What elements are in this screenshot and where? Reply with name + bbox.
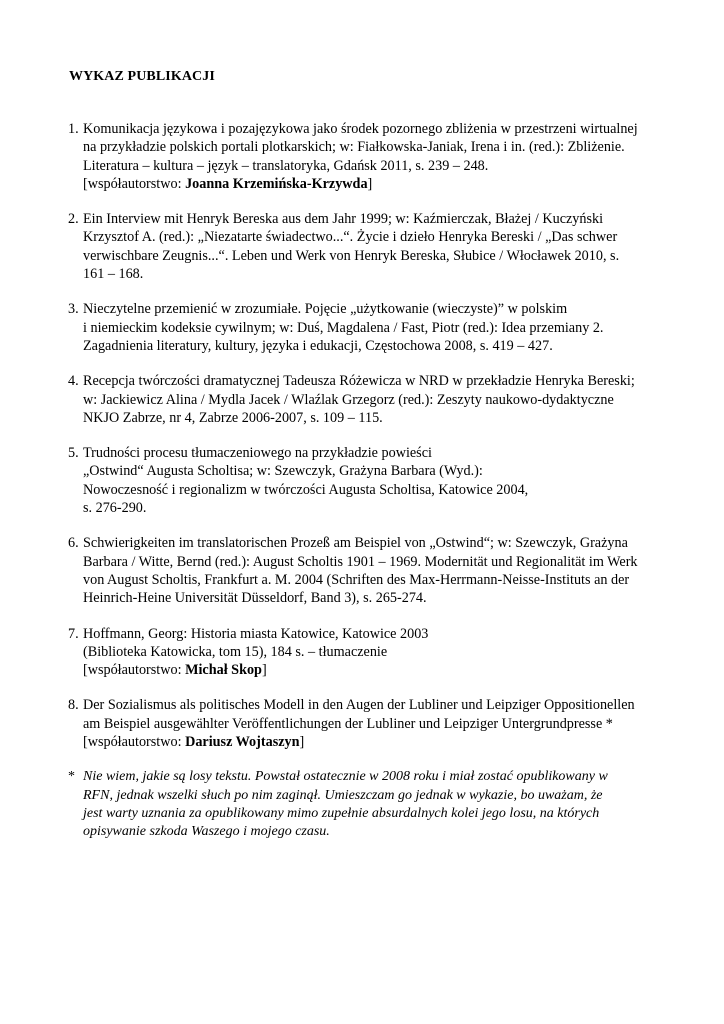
coauthor-suffix: ] xyxy=(299,734,305,751)
entry-number: 8. xyxy=(68,697,79,714)
entry-line: Heinrich-Heine Universität Düsseldorf, Band 3), s. 265-274. xyxy=(83,590,427,607)
entry-line: Nowoczesność i regionalizm w twórczości Augusta Scholtisa, Katowice 2004, xyxy=(83,481,529,498)
entry-line: i niemieckim kodeksie cywilnym; w: Duś, Magdalena / Fast, Piotr (red.): Idea przemiany 2. xyxy=(83,319,604,336)
footnote-line: Nie wiem, jakie są losy tekstu. Powstał ostatecznie w 2008 roku i miał zostać opublikowany w xyxy=(83,769,608,785)
entry-line: von August Scholtis, Frankfurt a. M. 2004 (Schriften des Max-Herrmann-Neisse-Instituts an der xyxy=(83,571,630,588)
entry-line: Barbara / Witte, Bernd (red.): August Scholtis 1901 – 1969. Modernität und Regionalität im Werk xyxy=(83,553,638,570)
publication-entry-3 xyxy=(68,300,668,355)
coauthor-prefix: [współautorstwo: xyxy=(83,734,186,751)
entry-line: w: Jackiewicz Alina / Mydla Jacek / Wlaźlak Grzegorz (red.): Zeszyty naukowo-dydaktyczne xyxy=(83,391,614,408)
entry-line: Recepcja twórczości dramatycznej Tadeusza Różewicza w NRD w przekładzie Henryka Bereski; xyxy=(83,373,635,390)
footnote-line: opisywanie szkoda Waszego i mojego czasu. xyxy=(83,824,330,840)
coauthor-prefix: [współautorstwo: xyxy=(83,175,186,192)
entry-number: 4. xyxy=(68,373,79,390)
coauthor-line xyxy=(83,733,668,751)
coauthor-suffix: ] xyxy=(367,175,373,192)
coauthor-suffix: ] xyxy=(261,662,267,679)
entry-line: s. 276-290. xyxy=(83,500,147,517)
entry-line: (Biblioteka Katowicka, tom 15), 184 s. – tłumaczenie xyxy=(83,643,388,660)
entry-line: NKJO Zabrze, nr 4, Zabrze 2006-2007, s. 109 – 115. xyxy=(83,409,383,426)
entry-number: 3. xyxy=(68,301,79,318)
entry-line: am Beispiel ausgewählter Veröffentlichungen der Lubliner und Leipziger Untergrundpresse * xyxy=(83,715,613,732)
entry-line: Literatura – kultura – język – translatoryka, Gdańsk 2011, s. 239 – 248. xyxy=(83,157,489,174)
publication-entry-1 xyxy=(68,120,668,193)
coauthor-line xyxy=(83,175,668,193)
entry-line: na przykładzie polskich portali plotkarskich; w: Fiałkowska-Janiak, Irena i in. (red.): Zbliżenie. xyxy=(83,139,625,156)
coauthor-prefix: [współautorstwo: xyxy=(83,662,186,679)
entry-line: Hoffmann, Georg: Historia miasta Katowice, Katowice 2003 xyxy=(83,625,429,642)
footnote-line: jest warty uznania za opublikowany mimo zupełnie absurdalnych kolei jego losu, na których xyxy=(83,805,600,821)
publication-list xyxy=(68,120,668,842)
publication-entry-5 xyxy=(68,444,668,517)
coauthor-name: Dariusz Wojtaszyn xyxy=(185,734,300,751)
entry-line: Trudności procesu tłumaczeniowego na przykładzie powieści xyxy=(83,445,432,462)
entry-line: „Ostwind“ Augusta Scholtisa; w: Szewczyk, Grażyna Barbara (Wyd.): xyxy=(83,463,483,480)
entry-line: Der Sozialismus als politisches Modell in den Augen der Lubliner und Leipziger Oppositionellen xyxy=(83,697,635,714)
publication-entry-7 xyxy=(68,625,668,680)
entry-number: 7. xyxy=(68,625,79,642)
coauthor-name: Joanna Krzemińska-Krzywda xyxy=(185,175,368,192)
entry-number: 1. xyxy=(68,121,79,137)
publication-entry-6 xyxy=(68,534,668,607)
entry-line: verwischbare Zeugnis...“. Leben und Werk von Henryk Bereska, Słubice / Włocławek 2010, s. xyxy=(83,247,620,264)
entry-line: Schwierigkeiten im translatorischen Prozeß am Beispiel von „Ostwind“; w: Szewczyk, Grażyna xyxy=(83,535,628,552)
entry-line: 161 – 168. xyxy=(83,266,144,283)
page-title: WYKAZ PUBLIKACJI xyxy=(69,69,215,84)
entry-line: Nieczytelne przemienić w zrozumiałe. Pojęcie „użytkowanie (wieczyste)” w polskim xyxy=(83,301,568,318)
entry-number: 5. xyxy=(68,445,79,462)
publication-entry-8 xyxy=(68,696,668,751)
footnote-line: RFN, jednak wszelki słuch po nim zaginął. Umieszczam go jednak w wykazie, bo uważam, że xyxy=(83,787,603,803)
publication-entry-4 xyxy=(68,372,668,427)
coauthor-name: Michał Skop xyxy=(185,662,262,679)
publication-entry-2 xyxy=(68,210,668,283)
entry-line: Zagadnienia literatury, kultury, języka i edukacji, Częstochowa 2008, s. 419 – 427. xyxy=(83,337,553,354)
footnote-mark: * xyxy=(68,769,75,785)
entry-line: Ein Interview mit Henryk Bereska aus dem Jahr 1999; w: Kaźmierczak, Błażej / Kuczyński xyxy=(83,211,604,228)
entry-line: Krzysztof A. (red.): „Niezatarte świadectwo...“. Życie i dzieło Henryka Bereski / „Das schwer xyxy=(83,229,618,246)
footnote xyxy=(68,768,668,841)
entry-number: 6. xyxy=(68,535,79,552)
entry-number: 2. xyxy=(68,211,79,228)
coauthor-line xyxy=(83,661,668,679)
entry-line: Komunikacja językowa i pozajęzykowa jako środek pozornego zbliżenia w przestrzeni wirtualnej xyxy=(83,121,638,137)
